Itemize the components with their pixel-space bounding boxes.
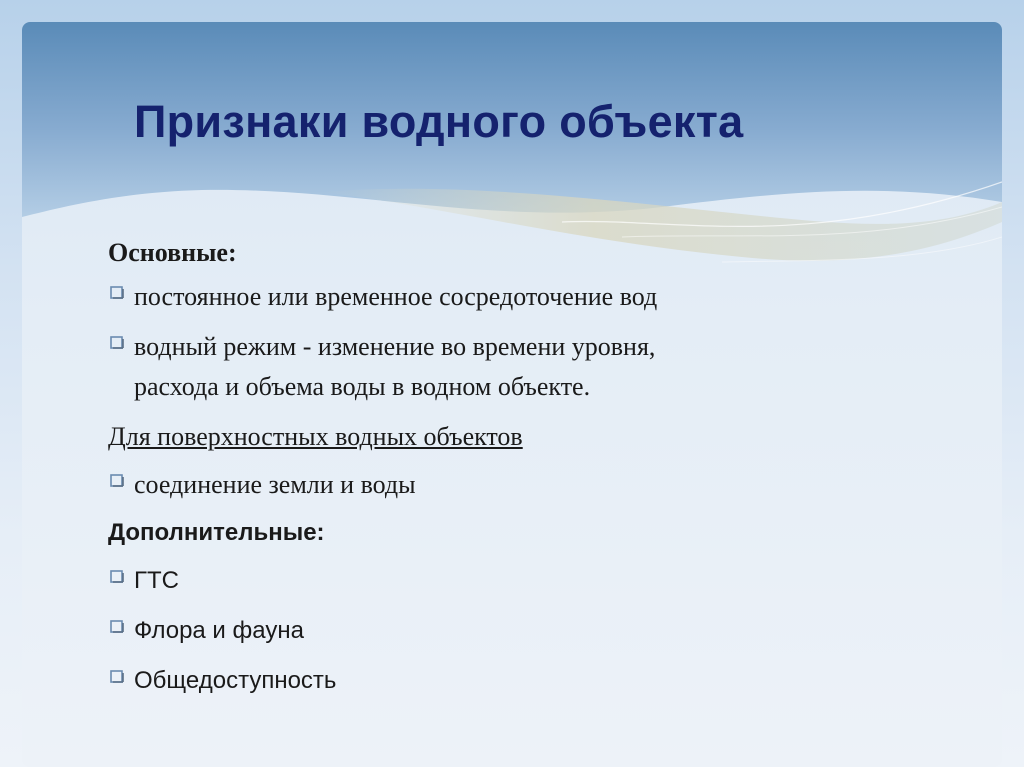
list-item xyxy=(108,563,968,613)
list-item-text: ГТС xyxy=(134,567,179,594)
list-item xyxy=(108,467,968,515)
main-features-heading: Основные: xyxy=(108,238,237,267)
surface-objects-heading: Для поверхностных водных объектов xyxy=(108,422,523,451)
page-title: Признаки водного объекта xyxy=(134,96,744,147)
hollow-square-bullet-icon xyxy=(108,467,134,491)
hollow-square-bullet-icon xyxy=(108,329,134,353)
additional-features-heading: Дополнительные: xyxy=(108,519,325,546)
list-item-text: водный режим - изменение во времени уровня, xyxy=(134,332,656,361)
slide-content xyxy=(108,235,968,713)
list-item xyxy=(108,663,968,713)
list-item-text: Общедоступность xyxy=(134,667,337,694)
list-item-text: соединение земли и воды xyxy=(134,470,416,499)
list-item-continuation: расхода и объема воды в водном объекте. xyxy=(134,372,591,401)
hollow-square-bullet-icon xyxy=(108,279,134,303)
slide xyxy=(22,22,1002,767)
list-item xyxy=(108,279,968,329)
list-item-text: постоянное или временное сосредоточение вод xyxy=(134,282,658,311)
hollow-square-bullet-icon xyxy=(108,613,134,637)
hollow-square-bullet-icon xyxy=(108,663,134,687)
list-item-text: Флора и фауна xyxy=(134,617,304,644)
list-item xyxy=(108,329,968,369)
hollow-square-bullet-icon xyxy=(108,563,134,587)
list-item xyxy=(108,613,968,663)
